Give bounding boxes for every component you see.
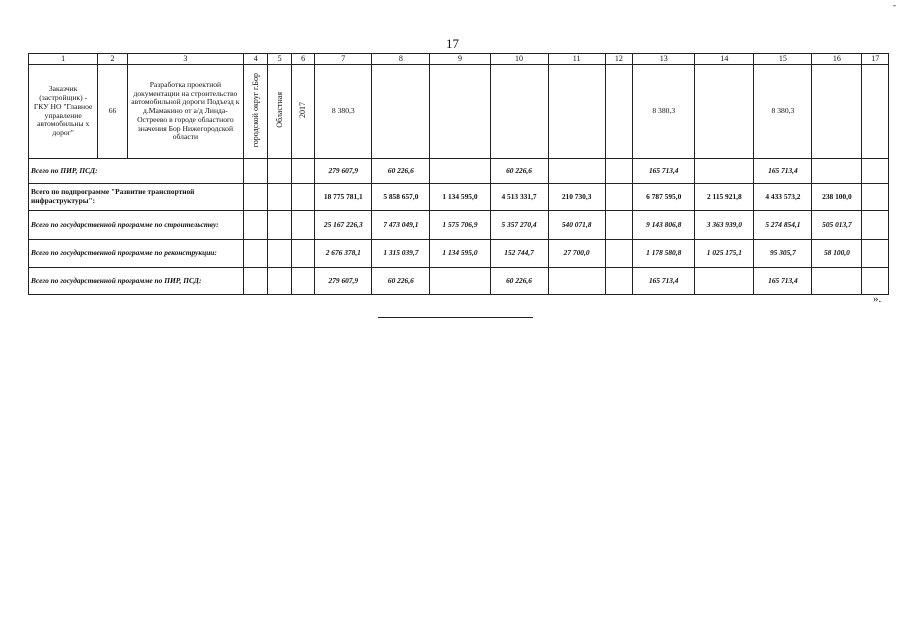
value-cell: 1 178 580,8 xyxy=(633,240,695,268)
page-number: 17 xyxy=(446,36,459,51)
item-number-cell: 66 xyxy=(98,65,128,159)
value-cell: 58 100,0 xyxy=(812,240,862,268)
column-number: 17 xyxy=(862,54,889,65)
summary-row-subprogram xyxy=(29,184,889,211)
value-cell: 1 134 595,0 xyxy=(430,184,490,211)
value-cell: 5 858 657,0 xyxy=(372,184,430,211)
value-cell xyxy=(430,268,490,295)
column-number: 13 xyxy=(633,54,695,65)
value-cell xyxy=(812,159,862,184)
summary-label: Всего по государственной программе по строительству: xyxy=(29,211,244,240)
summary-label: Всего по государственной программе по реконструкции: xyxy=(29,240,244,268)
value-cell: 1 575 706,9 xyxy=(430,211,490,240)
value-cell: 505 013,7 xyxy=(812,211,862,240)
value-cell xyxy=(695,65,754,159)
budget-table xyxy=(28,53,889,295)
summary-label: Всего по ПИР, ПСД: xyxy=(29,159,244,184)
value-cell xyxy=(812,268,862,295)
year-text: 2017 xyxy=(298,102,308,119)
value-cell xyxy=(372,65,430,159)
value-cell xyxy=(605,65,633,159)
value-cell xyxy=(430,65,490,159)
value-cell xyxy=(862,211,889,240)
value-cell: 60 226,6 xyxy=(490,268,548,295)
value-cell: 2 115 921,8 xyxy=(695,184,754,211)
value-cell: 60 226,6 xyxy=(372,159,430,184)
value-cell: 95 305,7 xyxy=(754,240,812,268)
ownership-text: Областная xyxy=(275,92,285,129)
column-number: 4 xyxy=(243,54,267,65)
column-number: 2 xyxy=(98,54,128,65)
value-cell xyxy=(605,184,633,211)
value-cell xyxy=(862,65,889,159)
value-cell: 7 473 049,1 xyxy=(372,211,430,240)
object-description-cell: Разработка проектной документации на строительство автомобильной дороги Подъезд к д.Мамакино от а/д Линда-Остреево в городе областного значения Бор Нижегородской области xyxy=(127,65,243,159)
value-cell xyxy=(548,65,605,159)
value-cell: 60 226,6 xyxy=(372,268,430,295)
column-number: 6 xyxy=(291,54,314,65)
municipality-cell xyxy=(243,65,267,159)
value-cell xyxy=(605,159,633,184)
summary-row-pir xyxy=(29,159,889,184)
summary-label: Всего по государственной программе по ПИР, ПСД: xyxy=(29,268,244,295)
value-cell xyxy=(490,65,548,159)
value-cell xyxy=(862,159,889,184)
value-cell: 165 713,4 xyxy=(754,159,812,184)
value-cell: 1 315 039,7 xyxy=(372,240,430,268)
value-cell xyxy=(605,268,633,295)
value-cell xyxy=(695,268,754,295)
value-cell: 25 167 226,3 xyxy=(315,211,372,240)
summary-row-program-pir xyxy=(29,268,889,295)
value-cell: 4 433 573,2 xyxy=(754,184,812,211)
value-cell xyxy=(430,159,490,184)
value-cell: 152 744,7 xyxy=(490,240,548,268)
value-cell: 8 380,3 xyxy=(754,65,812,159)
value-cell: 165 713,4 xyxy=(633,159,695,184)
value-cell: 5 357 270,4 xyxy=(490,211,548,240)
column-number: 11 xyxy=(548,54,605,65)
value-cell: 27 700,0 xyxy=(548,240,605,268)
column-number: 7 xyxy=(315,54,372,65)
column-number: 10 xyxy=(490,54,548,65)
value-cell xyxy=(605,211,633,240)
divider-line xyxy=(378,317,533,318)
value-cell xyxy=(812,65,862,159)
value-cell xyxy=(862,240,889,268)
value-cell: 2 676 378,1 xyxy=(315,240,372,268)
value-cell: 3 363 939,0 xyxy=(695,211,754,240)
value-cell xyxy=(862,184,889,211)
value-cell: 9 143 806,8 xyxy=(633,211,695,240)
summary-row-reconstruction xyxy=(29,240,889,268)
ownership-cell xyxy=(268,65,291,159)
value-cell: 1 025 175,1 xyxy=(695,240,754,268)
value-cell: 8 380,3 xyxy=(633,65,695,159)
value-cell: 8 380,3 xyxy=(315,65,372,159)
value-cell: 4 513 331,7 xyxy=(490,184,548,211)
value-cell: 279 607,9 xyxy=(315,159,372,184)
column-number: 12 xyxy=(605,54,633,65)
column-number: 14 xyxy=(695,54,754,65)
value-cell: 1 134 595,0 xyxy=(430,240,490,268)
value-cell xyxy=(695,159,754,184)
value-cell: 238 100,0 xyxy=(812,184,862,211)
column-number: 3 xyxy=(127,54,243,65)
summary-label: Всего по подпрограмме "Развитие транспортной инфраструктуры": xyxy=(29,184,244,211)
value-cell: 210 730,3 xyxy=(548,184,605,211)
customer-cell: Заказчик (застройщик) - ГКУ НО "Главное управление автомобильны х дорог" xyxy=(29,65,98,159)
closing-quote-mark: ». xyxy=(873,293,882,305)
value-cell: 5 274 854,1 xyxy=(754,211,812,240)
value-cell xyxy=(548,159,605,184)
municipality-text: городской округ г.Бор xyxy=(251,73,261,148)
column-number: 16 xyxy=(812,54,862,65)
corner-mark: - xyxy=(893,0,896,10)
value-cell xyxy=(862,268,889,295)
value-cell: 165 713,4 xyxy=(633,268,695,295)
value-cell xyxy=(548,268,605,295)
value-cell: 18 775 781,1 xyxy=(315,184,372,211)
value-cell: 6 787 595,0 xyxy=(633,184,695,211)
year-cell xyxy=(291,65,314,159)
column-number: 15 xyxy=(754,54,812,65)
value-cell: 165 713,4 xyxy=(754,268,812,295)
value-cell: 540 071,8 xyxy=(548,211,605,240)
value-cell xyxy=(605,240,633,268)
column-number: 5 xyxy=(268,54,291,65)
value-cell: 60 226,6 xyxy=(490,159,548,184)
header-row xyxy=(29,54,889,65)
column-number: 8 xyxy=(372,54,430,65)
column-number: 9 xyxy=(430,54,490,65)
value-cell: 279 607,9 xyxy=(315,268,372,295)
summary-row-construction xyxy=(29,211,889,240)
column-number: 1 xyxy=(29,54,98,65)
table-row xyxy=(29,65,889,159)
